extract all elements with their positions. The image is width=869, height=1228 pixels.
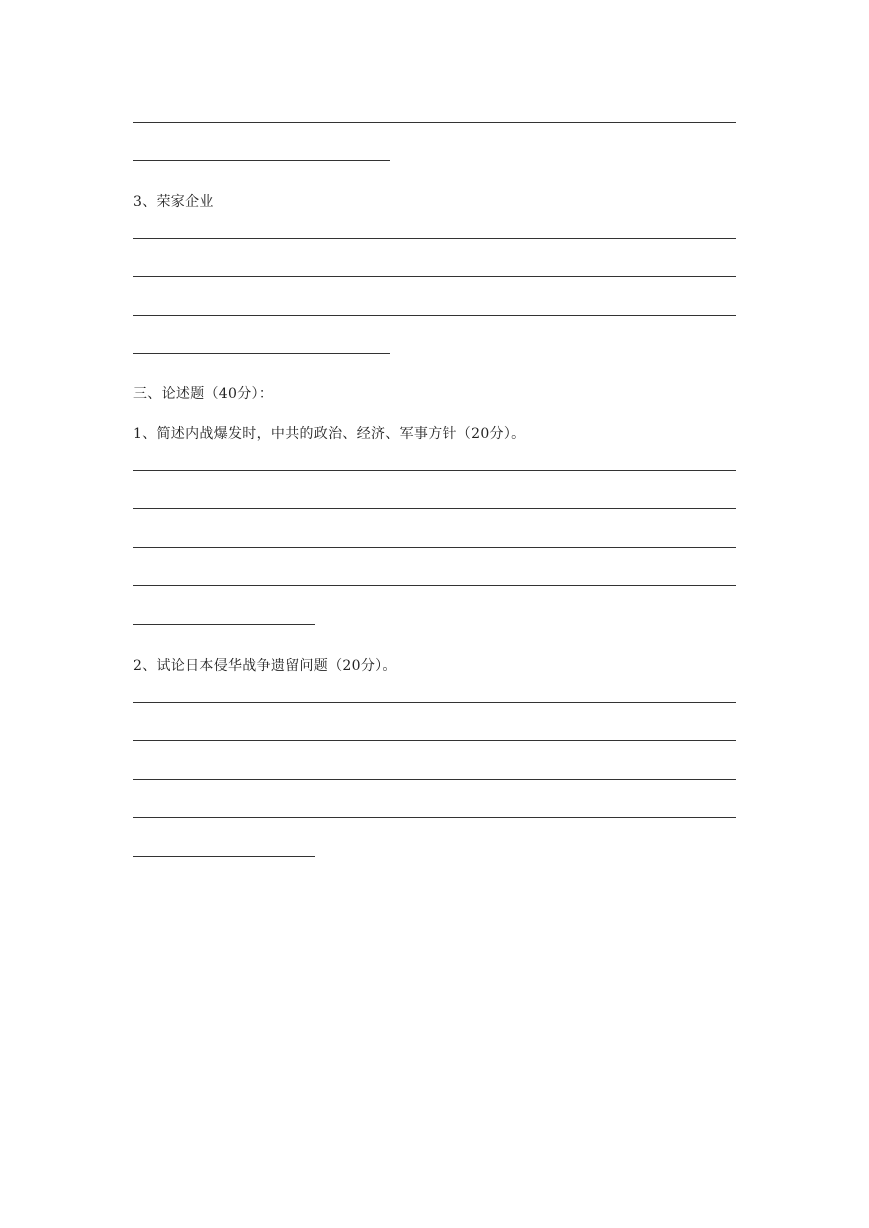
answer-line xyxy=(133,547,736,548)
answer-line xyxy=(133,353,390,354)
answer-line xyxy=(133,702,736,703)
answer-line xyxy=(133,122,736,123)
item-3-label: 3、荣家企业 xyxy=(133,194,214,210)
answer-line xyxy=(133,315,736,316)
answer-line xyxy=(133,508,736,509)
answer-line xyxy=(133,470,736,471)
answer-line xyxy=(133,160,390,161)
answer-line xyxy=(133,238,736,239)
section-three-heading: 三、论述题（40分）： xyxy=(133,386,274,402)
answer-line xyxy=(133,817,736,818)
answer-line xyxy=(133,740,736,741)
answer-line xyxy=(133,624,315,625)
question-2: 2、试论日本侵华战争遗留问题（20分）。 xyxy=(133,658,397,674)
answer-line xyxy=(133,276,736,277)
answer-line xyxy=(133,585,736,586)
answer-line xyxy=(133,779,736,780)
question-1: 1、简述内战爆发时，中共的政治、经济、军事方针（20分）。 xyxy=(133,426,526,442)
answer-line xyxy=(133,856,315,857)
